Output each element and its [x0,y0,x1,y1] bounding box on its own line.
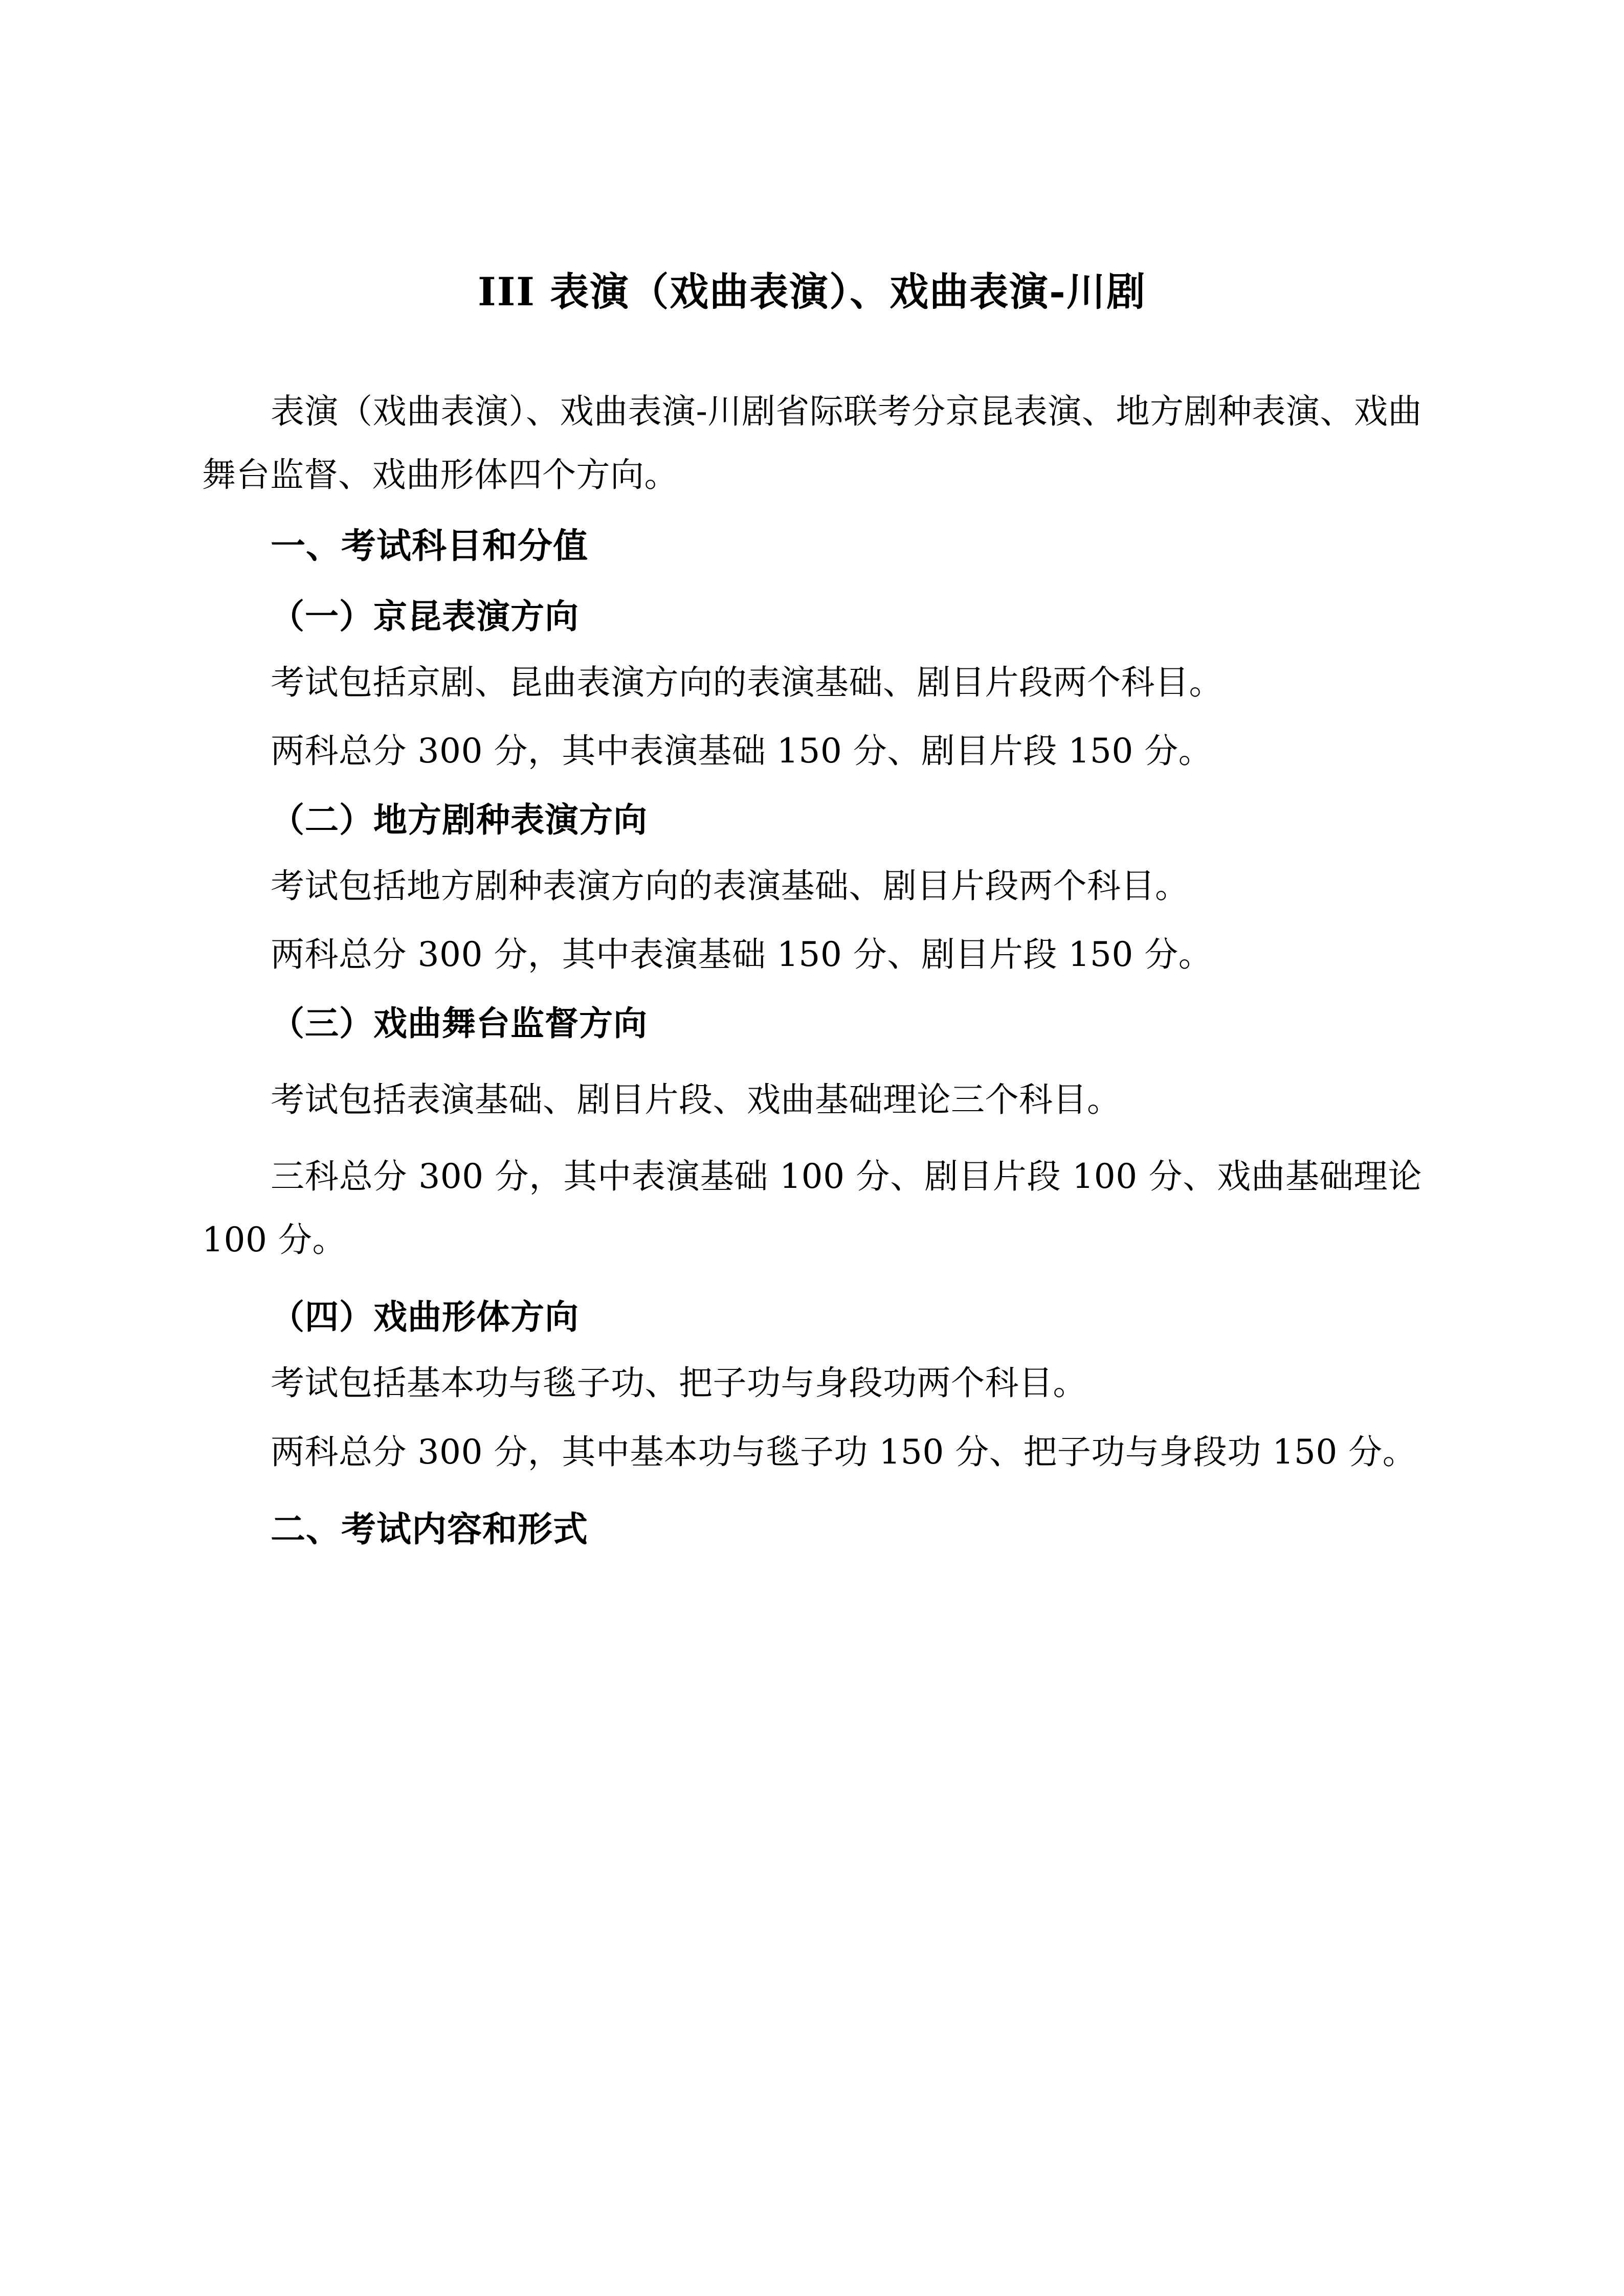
page-title: III 表演（戏曲表演）、戏曲表演-川剧 [478,269,1146,314]
subsection-1-3-paragraph-1: 考试包括表演基础、剧目片段、戏曲基础理论三个科目。 [271,1080,1121,1120]
subsection-1-4-paragraph-2: 两科总分 300 分，其中基本功与毯子功 150 分、把子功与身段功 150 分。 [271,1432,1417,1472]
subsection-1-4-paragraph-1: 考试包括基本功与毯子功、把子功与身段功两个科目。 [271,1363,1087,1403]
subsection-heading-1-2: （二）地方剧种表演方向 [271,799,648,840]
section-heading-1: 一、考试科目和分值 [271,525,589,567]
subsection-heading-1-3: （三）戏曲舞台监督方向 [271,1003,648,1044]
subsection-1-2-paragraph-1: 考试包括地方剧种表演方向的表演基础、剧目片段两个科目。 [271,866,1189,906]
subsection-1-1-paragraph-2: 两科总分 300 分，其中表演基础 150 分、剧目片段 150 分。 [271,731,1213,771]
subsection-1-2-paragraph-2: 两科总分 300 分，其中表演基础 150 分、剧目片段 150 分。 [271,934,1213,974]
subsection-heading-1-1: （一）京昆表演方向 [271,596,579,636]
intro-paragraph: 表演（戏曲表演）、戏曲表演-川剧省际联考分京昆表演、地方剧种表演、戏曲舞台监督、戏曲形体四个方向。 [202,391,1422,494]
subsection-heading-1-4: （四）戏曲形体方向 [271,1297,579,1337]
subsection-1-1-paragraph-1: 考试包括京剧、昆曲表演方向的表演基础、剧目片段两个科目。 [271,662,1223,702]
subsection-1-3-paragraph-2: 三科总分 300 分，其中表演基础 100 分、剧目片段 100 分、戏曲基础理论 100 分。 [202,1157,1422,1260]
section-heading-2: 二、考试内容和形式 [271,1509,589,1550]
